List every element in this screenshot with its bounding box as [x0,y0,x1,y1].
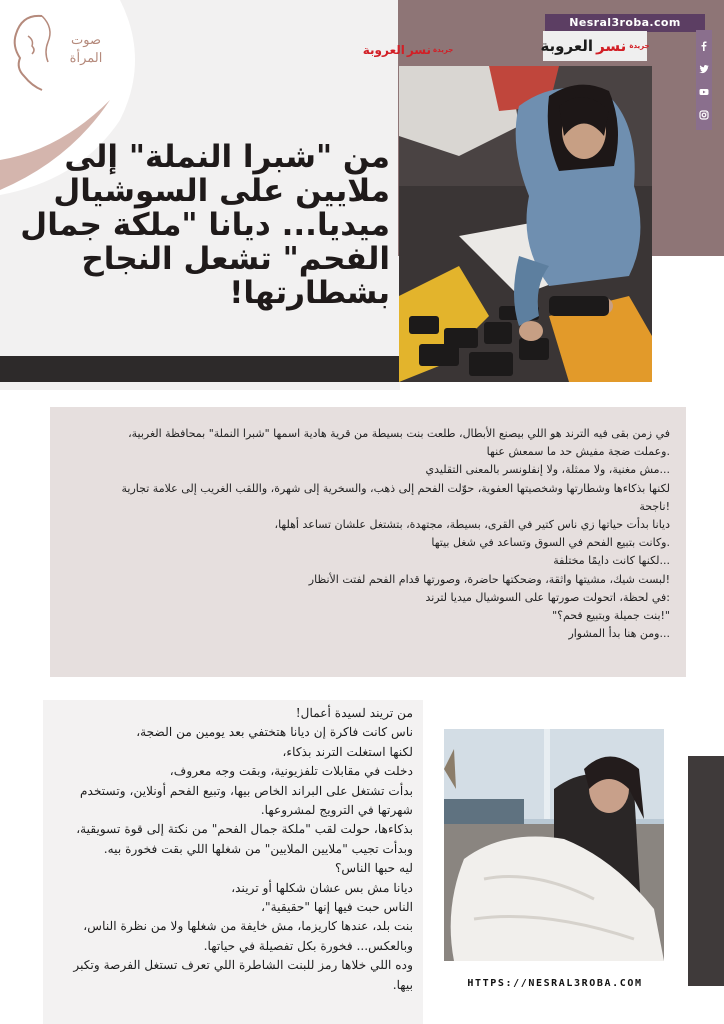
logo-prefix: جريدة [433,46,454,54]
intro-line: ديانا بدأت حياتها زي ناس كتير في القرى، بسيطة، مجتهدة، بتشتغل علشان تساعد أهلها، [274,518,670,532]
site-url-tag[interactable]: Nesral3roba.com [545,14,705,32]
article-title: من "شبرا النملة" إلى ملايين على السوشيال ميديا... ديانا "ملكة جمال الفحم" تشعل النجاح بشطارتها! [20,139,390,311]
badge-text: صوت المرأة [69,33,103,66]
facebook-icon[interactable] [699,41,709,51]
body-line: ليه حبها الناس؟ [334,861,413,876]
intro-line: .وكانت بتبيع الفحم في السوق وتساعد في شغل بيتها [431,536,670,550]
newspaper-logo [540,31,650,61]
body-line: دخلت في مقابلات تلفزيونية، وبقت وجه معروف، [169,764,413,779]
body-line: الناس حبت فيها إنها "حقيقية"، [261,900,413,915]
body-line: بنت بلد، عندها كاريزما، مش خايفة من شغلها ولا من نظرة الناس، [83,919,413,934]
body-line: وبالعكس... فخورة بكل تفصيلة في حياتها. [203,938,413,953]
intro-line: .وعملت ضجة مفيش حد ما سمعش عنها [486,445,670,459]
newspaper-logo-small [362,38,454,62]
logo-word-dark: العروبة [362,43,405,57]
body-line: وده اللي خلاها رمز للبنت الشاطرة اللي تعرف تستغل الفرصة وتكبر [73,958,413,973]
body-line: وبدأت تجيب "ملايين الملايين" من شغلها اللي بقت فخورة بيه. [103,841,413,856]
body-line: لكنها استغلت الترند بذكاء، [282,744,413,759]
intro-line: ...لكنها كانت دايمًا مختلفة [553,554,670,568]
title-shadow-slab [0,356,400,382]
body-line: بدأت تشتغل على البراند الخاص بيها، وتبيع الفحم أونلاين، وتستخدم [80,783,413,798]
logo-word-red: نسر [406,43,432,57]
intro-line: ...ومن هنا بدأ المشوار [568,627,670,641]
intro-line: :في لحظة، اتحولت صورتها على السوشيال ميديا لترند [425,590,670,604]
logo-word-red: نسر [596,37,627,55]
charcoal-seller-photo [399,66,652,382]
logo-word-dark: العروبة [540,37,594,55]
youtube-icon[interactable] [699,87,709,97]
social-bar [696,30,712,130]
body-line: شهرتها في الترويج لمشروعها. [260,803,413,818]
intro-line: !ناجحة [639,499,670,513]
intro-line: "!بنت جميلة وبتبيع فحم؟" [552,609,670,623]
woman-profile-icon [2,6,62,96]
body-line: ناس كانت فاكرة إن ديانا هتختفي بعد يومين من الضجة، [136,725,413,740]
right-accent-bar [688,756,724,986]
footer-site-url[interactable]: HTTPS://NESRAL3ROBA.COM [467,978,643,989]
woman-with-sack-photo [444,729,664,961]
intro-line: ...مش مغنية، ولا ممثلة، ولا إنفلونسر بالمعنى التقليدي [425,463,670,477]
body-text-block [43,700,423,1024]
intro-line: !لبست شيك، مشيتها واثقة، وضحكتها حاضرة، وصورتها قدام الفحم لفتت الأنظار [308,572,670,586]
body-line: بذكاءها، حولت لقب "ملكة جمال الفحم" من نكتة إلى قوة تسويقية، [76,822,413,837]
intro-line: لكنها بذكاءها وشطارتها وشخصيتها العفوية، حوّلت الفحم إلى ذهب، والسخرية إلى شهرة، واللقب الغريب إلى علامة تجارية [121,481,670,495]
twitter-icon[interactable] [699,64,709,74]
logo-prefix: جريدة [629,42,650,50]
intro-line: في زمن بقى فيه الترند هو اللي بيصنع الأبطال، طلعت بنت بسيطة من قرية هادية اسمها "شبرا النملة" بمحافظة الغربية، [128,427,670,440]
women-voice-badge [2,6,112,116]
body-line: ديانا مش بس عشان شكلها أو تريند، [231,880,413,895]
body-line: بيها. [392,977,413,992]
instagram-icon[interactable] [699,110,709,120]
body-line: من تريند لسيدة أعمال! [295,706,413,720]
intro-text-block [50,407,686,677]
